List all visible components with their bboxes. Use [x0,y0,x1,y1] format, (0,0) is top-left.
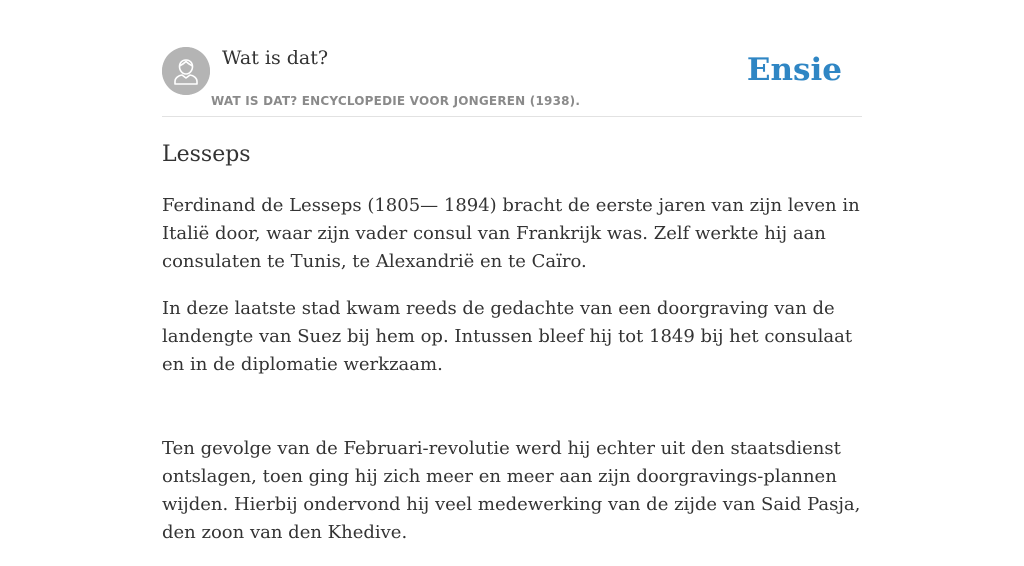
user-silhouette-icon[interactable] [162,47,210,95]
article-paragraph: Ten gevolge van de Februari-revolutie werd hij echter uit den staatsdienst ontslagen, toen ging hij zich meer en meer aan zijn doorgravings-plannen wijden. Hierbij ondervond hij veel medewerking van de zijde van Said Pasja, den zoon van den Khedive. [162,438,861,543]
article-paragraph: Ferdinand de Lesseps (1805— 1894) bracht de eerste jaren van zijn leven in Italië door, waar zijn vader consul van Frankrijk was. Zelf werkte hij aan consulaten te Tunis, te Alexandrië en te Caïro. [162,195,860,272]
source-subtitle[interactable]: WAT IS DAT? ENCYCLOPEDIE VOOR JONGEREN (1938). [211,94,581,108]
article-paragraph: In deze laatste stad kwam reeds de gedachte van een doorgraving van de landengte van Suez bij hem op. Intussen bleef hij tot 1849 bij het consulaat en in de diplomatie werkzaam. [162,298,853,375]
ensie-logo[interactable]: Ensie [746,52,842,88]
article-title: Lesseps [162,142,251,167]
source-header [162,46,862,117]
source-title[interactable]: Wat is dat? [222,47,329,69]
article-body [162,192,862,566]
paragraph-spacer [162,398,862,435]
